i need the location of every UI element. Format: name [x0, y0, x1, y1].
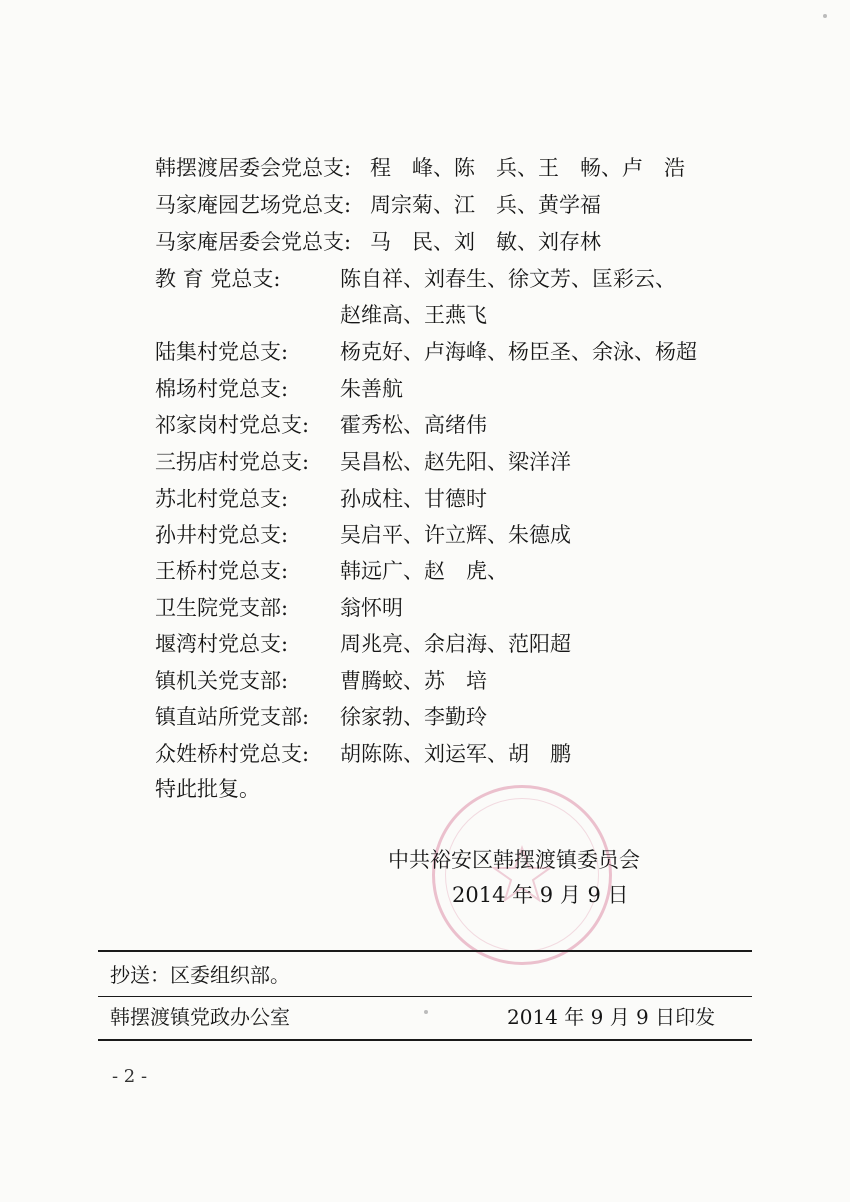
branch-names: 曹腾蛟、苏 培: [340, 669, 487, 693]
branch-names: 马 民、刘 敏、刘存林: [370, 230, 601, 254]
closing-text: 特此批复。: [155, 777, 260, 801]
branch-names: 杨克好、卢海峰、杨臣圣、余泳、杨超: [340, 340, 697, 364]
branch-unit: 祁家岗村党总支:: [155, 413, 310, 437]
branch-unit: 韩摆渡居委会党总支:: [155, 156, 352, 180]
branch-unit: 镇直站所党支部:: [155, 705, 310, 729]
page-number: - 2 -: [112, 1066, 148, 1087]
branch-unit: 苏北村党总支:: [155, 487, 289, 511]
branch-names: 陈自祥、刘春生、徐文芳、匡彩云、: [340, 267, 676, 291]
branch-names: 韩远广、赵 虎、: [340, 559, 508, 583]
branch-names: 程 峰、陈 兵、王 畅、卢 浩: [370, 156, 685, 180]
branch-unit: 陆集村党总支:: [155, 340, 289, 364]
branch-names: 吴昌松、赵先阳、梁洋洋: [340, 450, 571, 474]
scan-speck: [823, 14, 827, 18]
branch-unit: 三拐店村党总支:: [155, 450, 310, 474]
branch-names: 徐家勃、李勤玲: [340, 705, 487, 729]
branch-names: 周宗菊、江 兵、黄学福: [370, 193, 601, 217]
branch-unit: 棉场村党总支:: [155, 377, 289, 401]
footer-bottom-rule: [98, 1039, 752, 1041]
scan-speck: [424, 1010, 428, 1014]
branch-unit: 教 育 党总支:: [155, 267, 281, 291]
issuer-office: 韩摆渡镇党政办公室: [110, 1005, 290, 1029]
branch-unit: 卫生院党支部:: [155, 596, 289, 620]
branch-unit: 堰湾村党总支:: [155, 632, 289, 656]
branch-unit: 王桥村党总支:: [155, 559, 289, 583]
cc-line: 抄送：区委组织部。: [110, 963, 290, 987]
footer-middle-rule: [98, 996, 752, 997]
branch-unit: 马家庵居委会党总支:: [155, 230, 352, 254]
branch-names: 周兆亮、余启海、范阳超: [340, 632, 571, 656]
signature-org: 中共裕安区韩摆渡镇委员会: [388, 848, 640, 872]
signature-date: 2014 年 9 月 9 日: [452, 883, 629, 907]
branch-unit: 马家庵园艺场党总支:: [155, 193, 352, 217]
branch-unit: 众姓桥村党总支:: [155, 742, 310, 766]
branch-names: 霍秀松、高绪伟: [340, 413, 487, 437]
branch-names: 朱善航: [340, 377, 403, 401]
branch-names: 孙成柱、甘德时: [340, 487, 487, 511]
branch-names: 翁怀明: [340, 596, 403, 620]
branch-names: 胡陈陈、刘运军、胡 鹏: [340, 742, 571, 766]
print-date: 2014 年 9 月 9 日印发: [507, 1005, 716, 1029]
footer-top-rule: [98, 950, 752, 952]
branch-names: 吴启平、许立辉、朱德成: [340, 523, 571, 547]
branch-unit: 孙井村党总支:: [155, 523, 289, 547]
branch-names: 赵维高、王燕飞: [340, 303, 487, 327]
branch-unit: 镇机关党支部:: [155, 669, 289, 693]
